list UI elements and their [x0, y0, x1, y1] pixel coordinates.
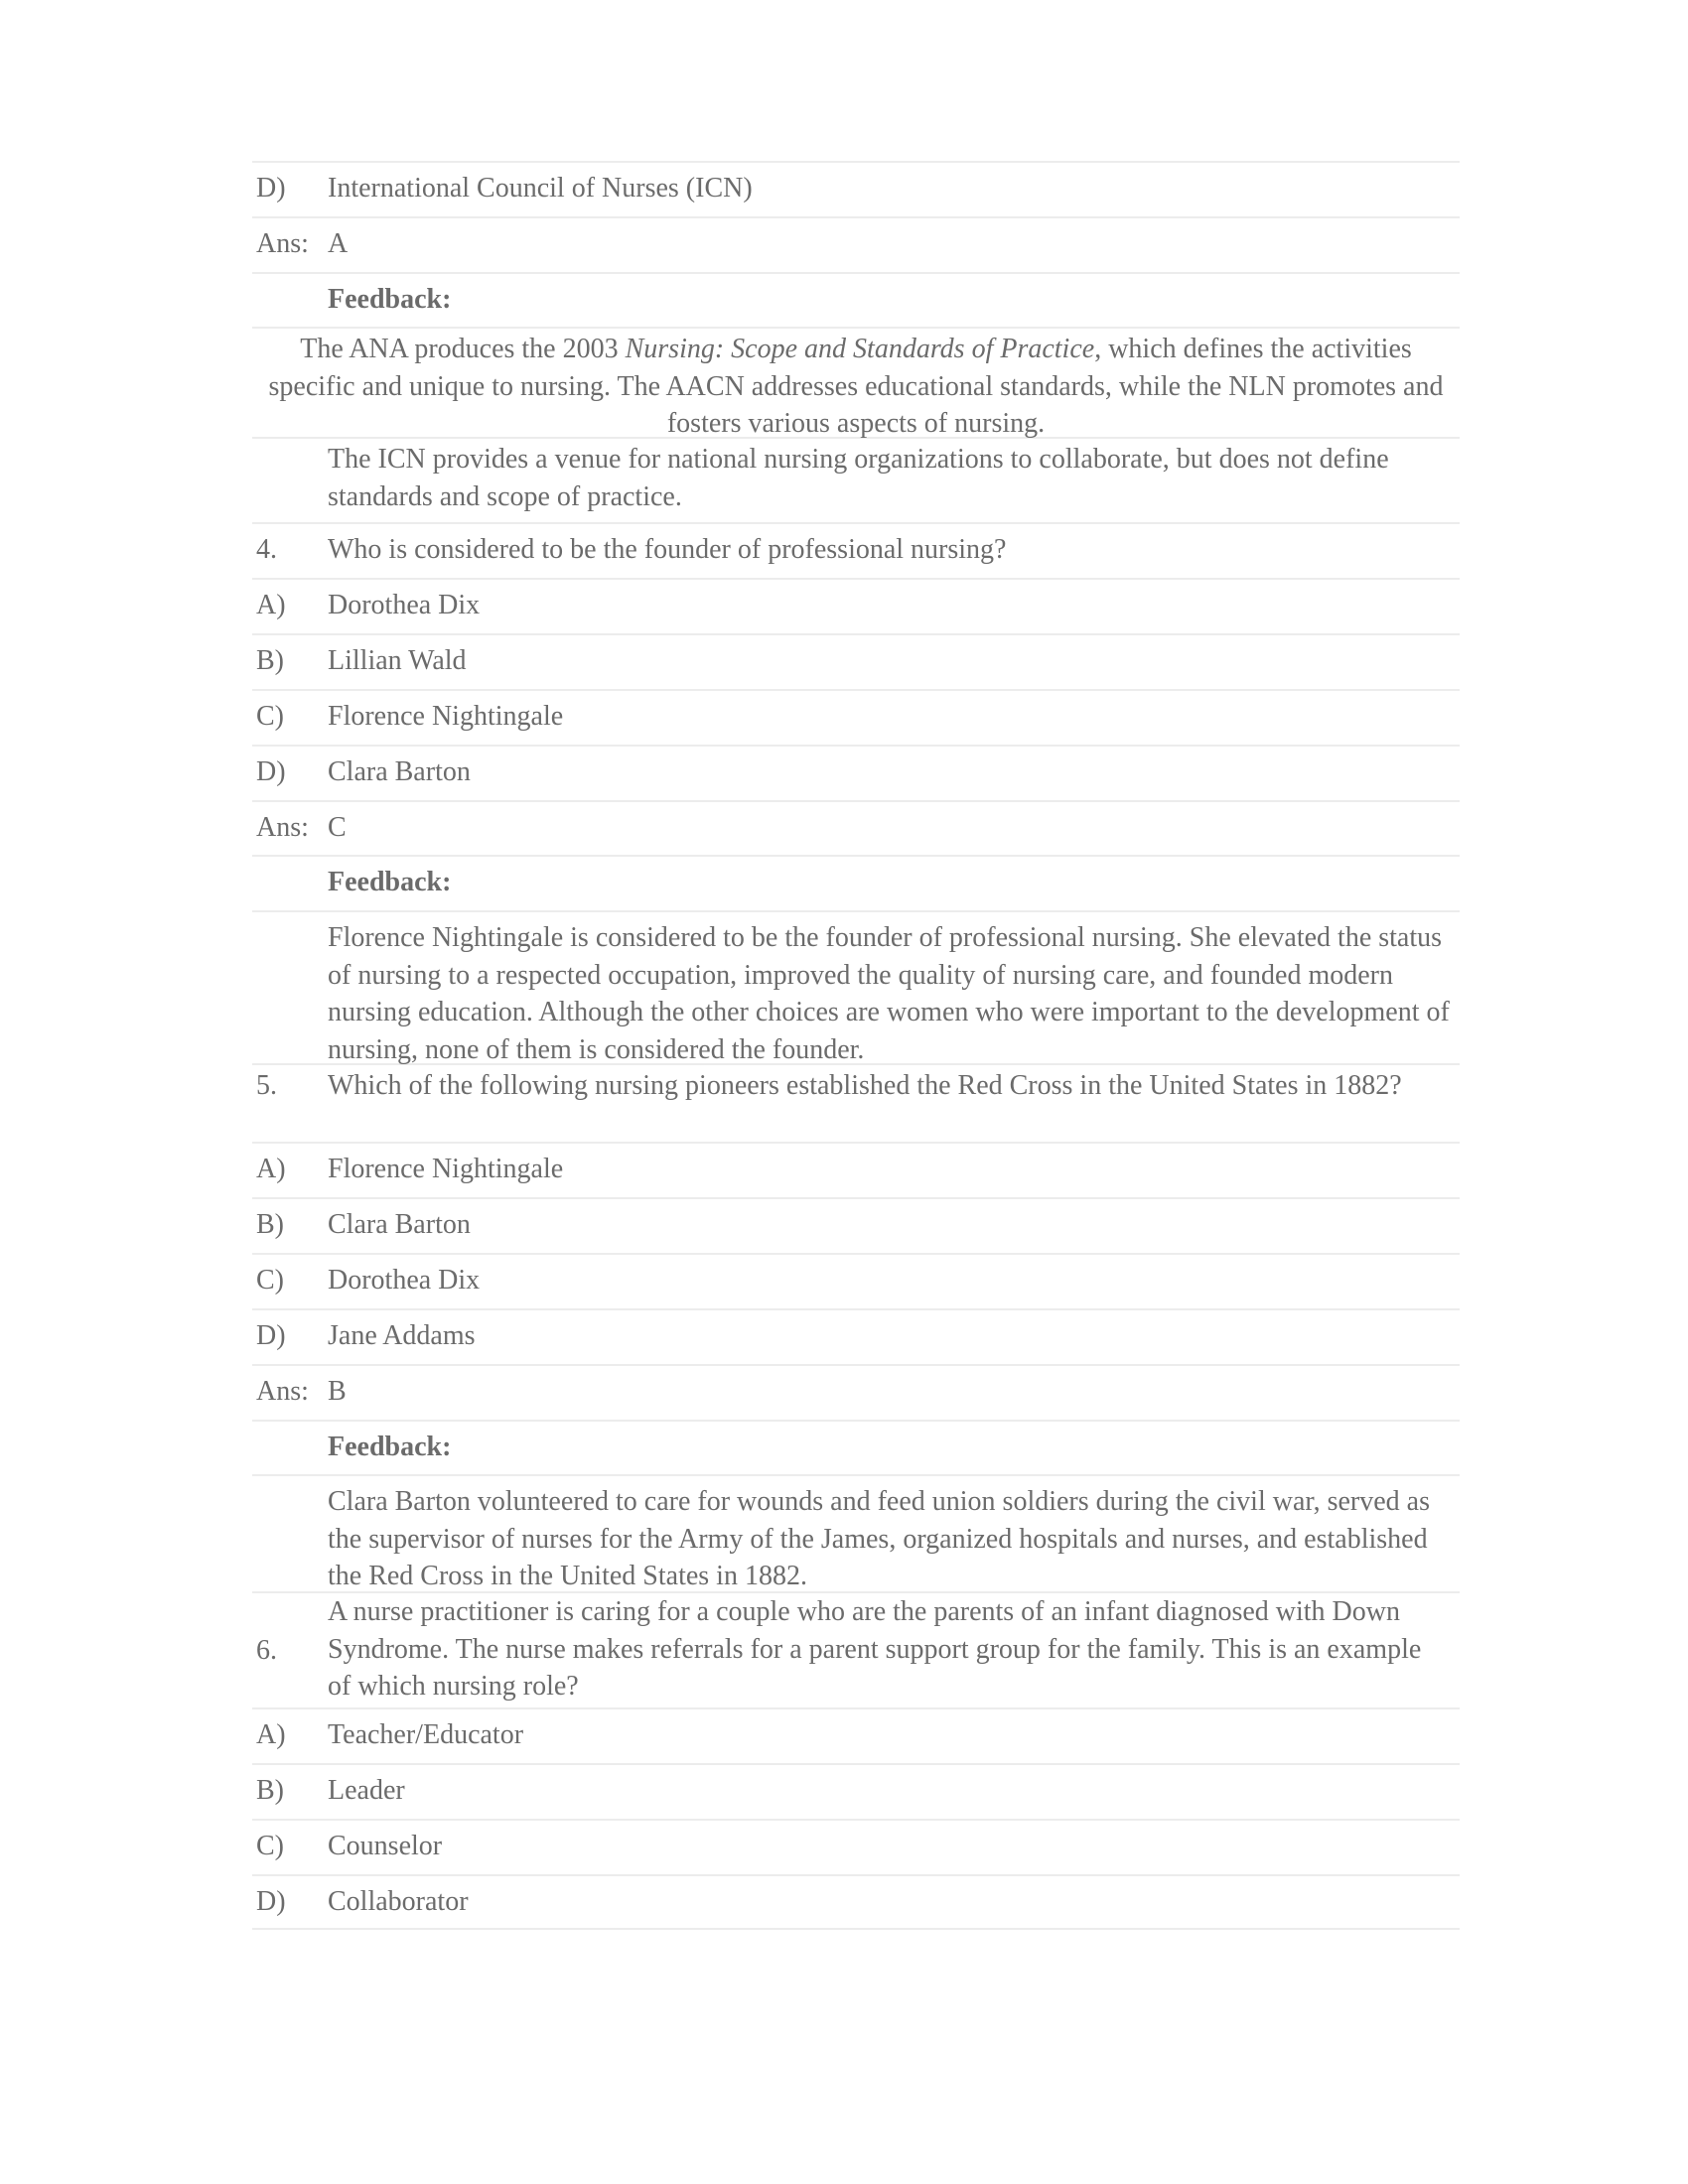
option-row	[252, 745, 1460, 800]
question-row	[252, 1591, 1460, 1707]
option-text: Collaborator	[328, 1886, 469, 1917]
option-label: D)	[256, 173, 286, 204]
option-text: Florence Nightingale	[328, 701, 564, 732]
question-text: A nurse practitioner is caring for a couple who are the parents of an infant diagnosed with Down Syndrome. The nurse makes referrals for a parent support group for the family. This is an example of which nursing role?	[328, 1596, 1422, 1702]
answer-label: Ans:	[256, 228, 309, 259]
option-row	[252, 1707, 1460, 1763]
feedback-text: Clara Barton volunteered to care for wounds and feed union soldiers during the civil war, served as the supervisor of nurses for the Army of the James, organized hospitals and nurses, and established the Red Cross in the United States in 1882.	[328, 1486, 1430, 1591]
option-text: Lillian Wald	[328, 645, 467, 676]
option-row	[252, 578, 1460, 633]
answer-label: Ans:	[256, 1376, 309, 1407]
feedback-paragraph	[252, 1474, 1460, 1591]
option-row	[252, 1819, 1460, 1874]
feedback-paragraph	[252, 327, 1460, 437]
option-text: Dorothea Dix	[328, 1265, 481, 1296]
option-label: D)	[256, 1320, 286, 1351]
option-label: B)	[256, 645, 284, 676]
quiz-document	[252, 161, 1460, 1930]
feedback-heading-row	[252, 855, 1460, 910]
option-row	[252, 1197, 1460, 1253]
option-text: Counselor	[328, 1831, 443, 1861]
option-text: Dorothea Dix	[328, 590, 481, 620]
question-text: Which of the following nursing pioneers established the Red Cross in the United States in 1882?	[328, 1070, 1402, 1101]
feedback-label: Feedback:	[328, 1432, 452, 1462]
option-row	[252, 633, 1460, 689]
option-label: D)	[256, 756, 286, 787]
option-text: International Council of Nurses (ICN)	[328, 173, 753, 204]
option-row	[252, 1874, 1460, 1930]
feedback-paragraph	[252, 437, 1460, 522]
option-text: Leader	[328, 1775, 405, 1806]
feedback-label: Feedback:	[328, 867, 452, 897]
option-row	[252, 1253, 1460, 1308]
option-text: Teacher/Educator	[328, 1719, 524, 1750]
answer-row	[252, 216, 1460, 272]
feedback-italic-title: Nursing: Scope and Standards of Practice	[625, 334, 1095, 364]
option-text: Jane Addams	[328, 1320, 476, 1351]
option-label: C)	[256, 1265, 284, 1296]
option-label: B)	[256, 1775, 284, 1806]
option-row	[252, 1308, 1460, 1364]
option-row	[252, 161, 1460, 216]
answer-value: C	[328, 812, 347, 843]
option-label: A)	[256, 1154, 286, 1184]
feedback-text: The ANA produces the 2003	[300, 334, 626, 364]
question-number: 6.	[256, 1634, 277, 1666]
option-label: C)	[256, 701, 284, 732]
answer-label: Ans:	[256, 812, 309, 843]
question-row	[252, 1063, 1460, 1142]
feedback-text: , which defines the activities specific and unique to nursing. The AACN addresses educational standards, while the NLN promotes and fosters various aspects of nursing.	[268, 334, 1444, 439]
feedback-text: Florence Nightingale is considered to be the founder of professional nursing. She elevated the status of nursing to a respected occupation, improved the quality of nursing care, and founded modern nursing education. Although the other choices are women who were important to the development of nursing, none of them is considered the founder.	[328, 922, 1450, 1065]
answer-value: A	[328, 228, 349, 259]
option-row	[252, 689, 1460, 745]
option-text: Clara Barton	[328, 756, 471, 787]
option-label: C)	[256, 1831, 284, 1861]
answer-row	[252, 800, 1460, 855]
feedback-label: Feedback:	[328, 284, 452, 315]
option-text: Clara Barton	[328, 1209, 471, 1240]
option-label: D)	[256, 1886, 286, 1917]
question-row	[252, 522, 1460, 578]
answer-value: B	[328, 1376, 347, 1407]
question-number: 5.	[256, 1070, 277, 1101]
answer-row	[252, 1364, 1460, 1420]
option-label: B)	[256, 1209, 284, 1240]
feedback-text: The ICN provides a venue for national nursing organizations to collaborate, but does not define standards and scope of practice.	[328, 444, 1389, 512]
option-row	[252, 1142, 1460, 1197]
question-number: 4.	[256, 534, 277, 565]
option-label: A)	[256, 1719, 286, 1750]
feedback-heading-row	[252, 1420, 1460, 1474]
feedback-paragraph	[252, 910, 1460, 1063]
option-label: A)	[256, 590, 286, 620]
feedback-heading-row	[252, 272, 1460, 327]
option-text: Florence Nightingale	[328, 1154, 564, 1184]
question-text: Who is considered to be the founder of professional nursing?	[328, 534, 1007, 565]
option-row	[252, 1763, 1460, 1819]
